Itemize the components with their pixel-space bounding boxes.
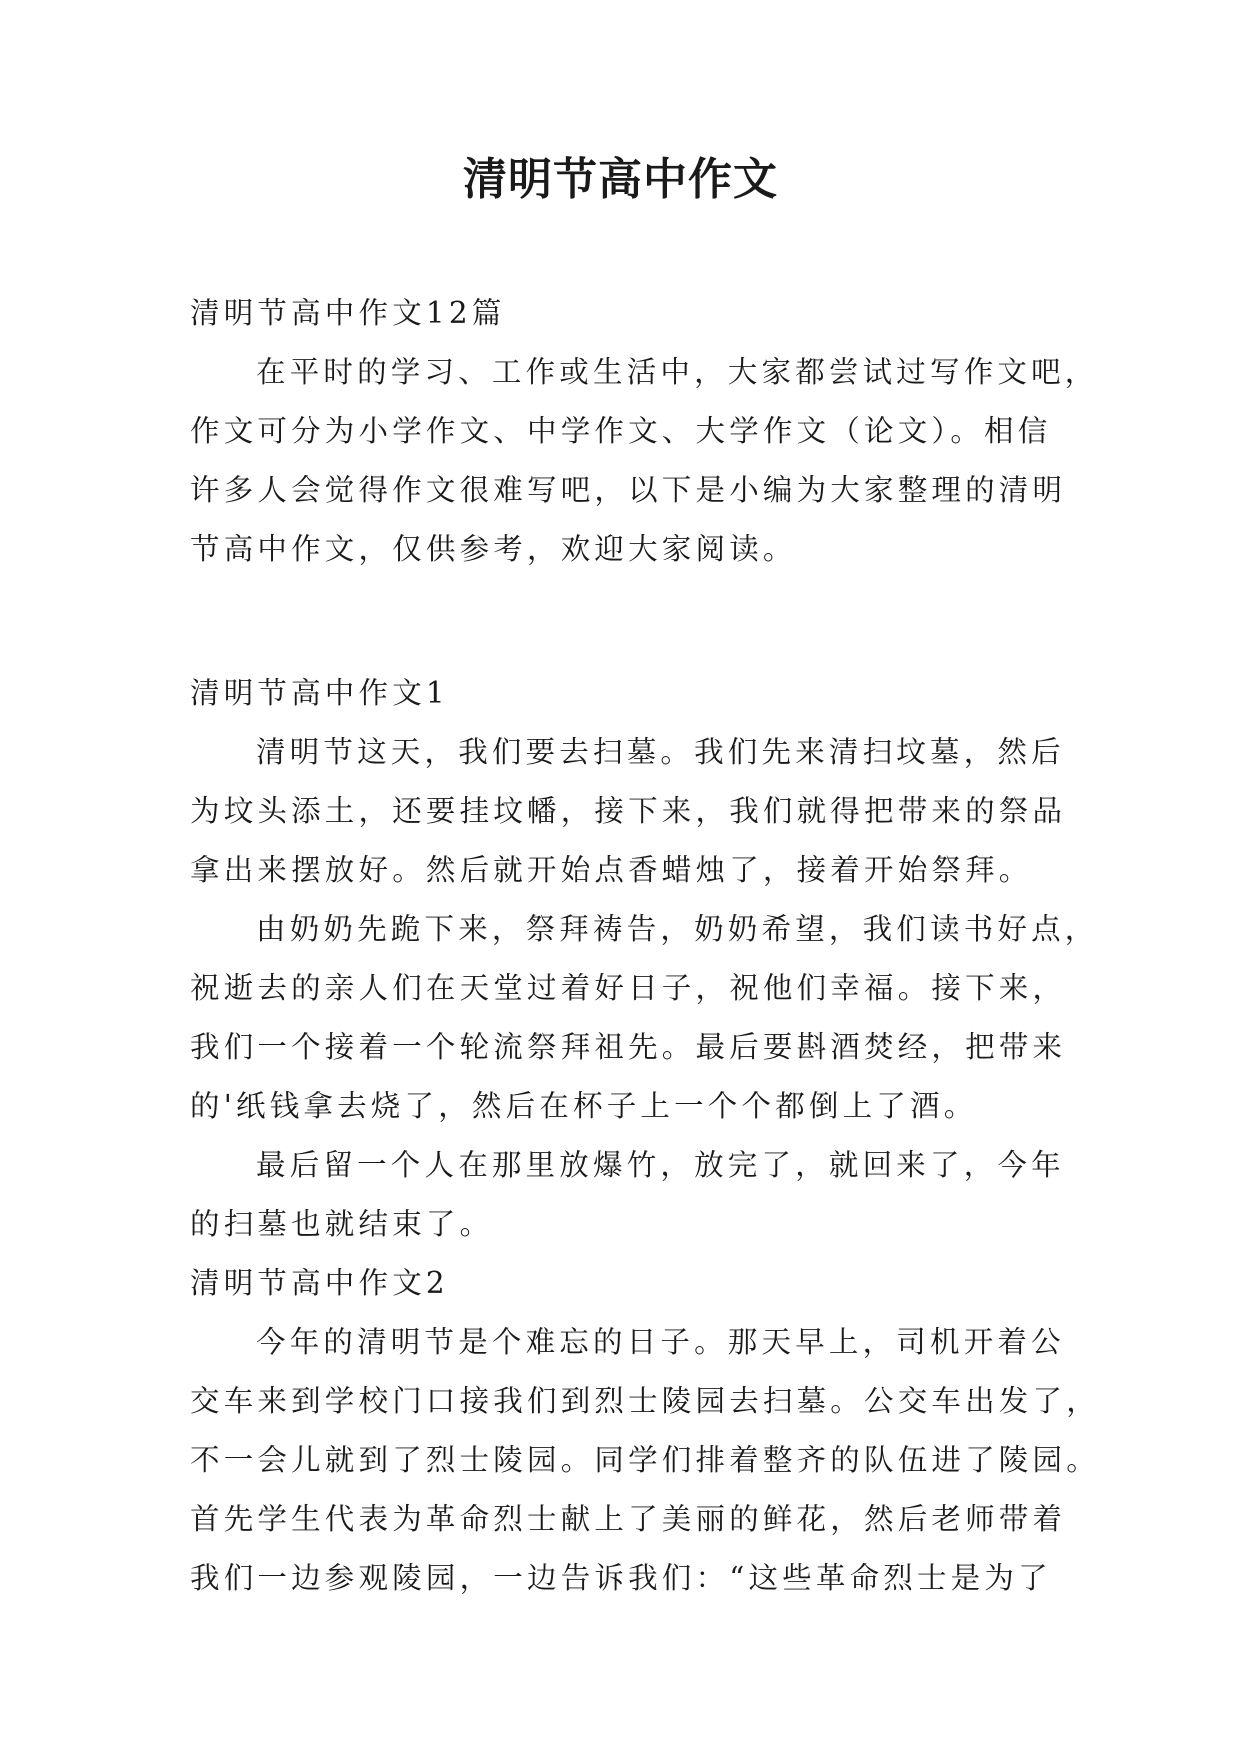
paragraph-line: 今年的清明节是个难忘的日子。那天早上，司机开着公 — [256, 1325, 1065, 1359]
paragraph-line: 不一会儿就到了烈士陵园。同学们排着整齐的队伍进了陵园。 — [190, 1443, 1100, 1477]
paragraph-line: 的扫墓也就结束了。 — [190, 1207, 494, 1241]
paragraph-line: 首先学生代表为革命烈士献上了美丽的鲜花，然后老师带着 — [190, 1502, 1067, 1536]
intro-line: 许多人会觉得作文很难写吧，以下是小编为大家整理的清明 — [190, 473, 1067, 507]
paragraph-line: 交车来到学校门口接我们到烈士陵园去扫墓。公交车出发了， — [190, 1384, 1100, 1418]
paragraph-line: 我们一边参观陵园，一边告诉我们：“这些革命烈士是为了 — [190, 1561, 1052, 1595]
paragraph-line: 最后留一个人在那里放爆竹，放完了，就回来了，今年 — [256, 1148, 1065, 1182]
intro-paragraph — [190, 343, 1099, 579]
essay1-paragraph-2 — [190, 900, 1099, 1136]
document-body — [190, 284, 1100, 1608]
intro-line: 在平时的学习、工作或生活中，大家都尝试过写作文吧， — [256, 355, 1099, 389]
section-spacer — [190, 579, 1060, 664]
paragraph-line: 拿出来摆放好。然后就开始点香蜡烛了，接着开始祭拜。 — [190, 853, 1033, 887]
document-title: 清明节高中作文 — [463, 154, 778, 205]
paragraph-line: 的'纸钱拿去烧了，然后在杯子上一个个都倒上了酒。 — [190, 1089, 978, 1123]
document-subtitle: 清明节高中作文12篇 — [190, 296, 506, 330]
essay2-paragraph-1 — [190, 1313, 1100, 1608]
essay1-paragraph-1 — [190, 723, 1067, 900]
intro-line: 作文可分为小学作文、中学作文、大学作文（论文）。相信 — [190, 414, 1052, 448]
paragraph-line: 清明节这天，我们要去扫墓。我们先来清扫坟墓，然后 — [256, 735, 1065, 769]
essay1-heading: 清明节高中作文1 — [190, 676, 449, 710]
intro-line: 节高中作文，仅供参考，欢迎大家阅读。 — [190, 532, 797, 566]
essay2-heading: 清明节高中作文2 — [190, 1266, 449, 1300]
essay1-paragraph-3 — [190, 1136, 1065, 1254]
paragraph-line: 由奶奶先跪下来，祭拜祷告，奶奶希望，我们读书好点， — [256, 912, 1099, 946]
paragraph-line: 祝逝去的亲人们在天堂过着好日子，祝他们幸福。接下来， — [190, 971, 1067, 1005]
paragraph-line: 为坟头添土，还要挂坟幡，接下来，我们就得把带来的祭品 — [190, 794, 1067, 828]
paragraph-line: 我们一个接着一个轮流祭拜祖先。最后要斟酒焚经，把带来 — [190, 1030, 1067, 1064]
